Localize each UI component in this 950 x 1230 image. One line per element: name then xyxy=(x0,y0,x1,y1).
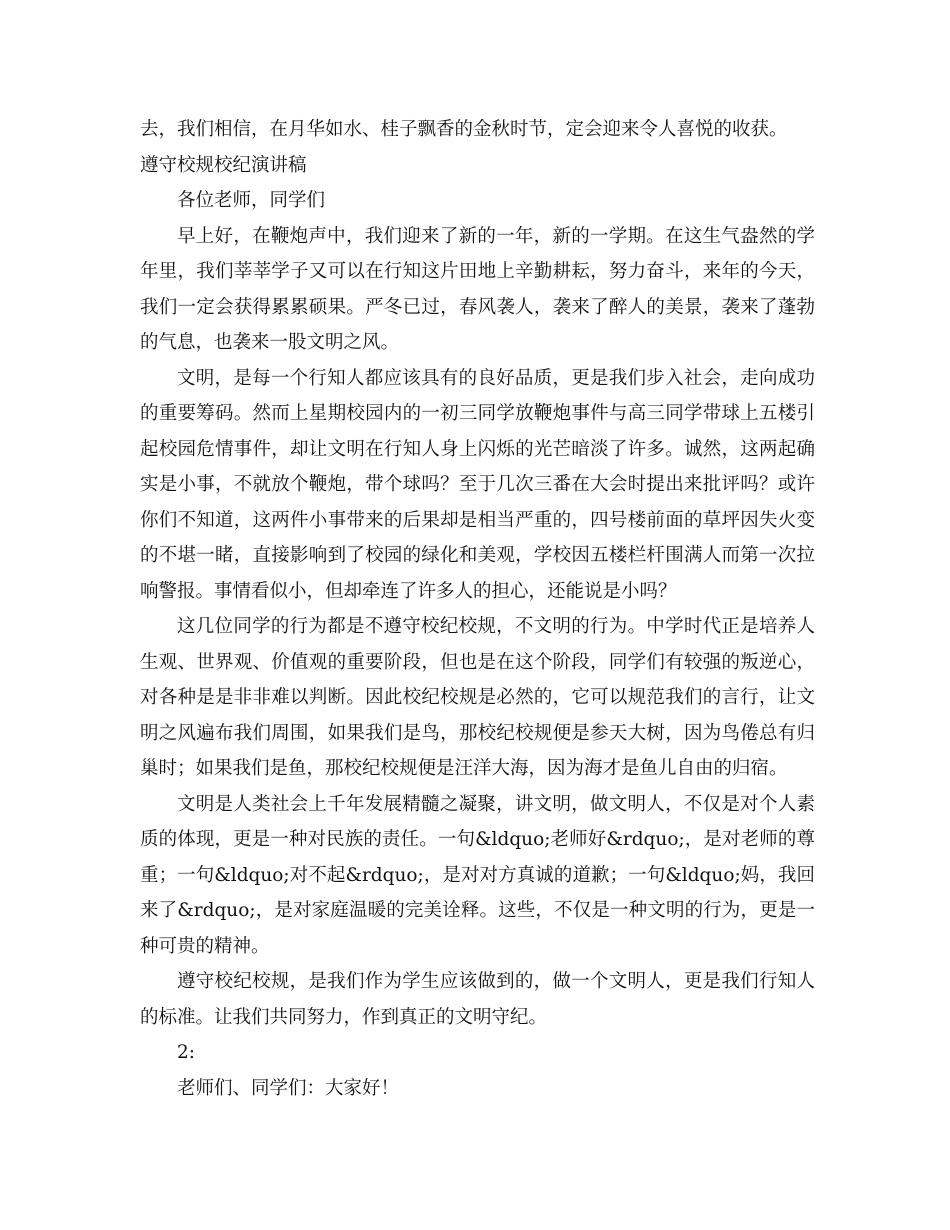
speech-title: 遵守校规校纪演讲稿 xyxy=(140,154,307,176)
section-number: 2: xyxy=(177,1042,196,1063)
salutation: 老师们、同学们：大家好！ xyxy=(177,1077,400,1099)
salutation: 各位老师，同学们 xyxy=(177,190,326,211)
paragraph: 这几位同学的行为都是不遵守校纪校规，不文明的行为。中学时代正是培养人生观、世界观、价值观的重要阶段，但也是在这个阶段，同学们有较强的叛逆心，对各种是是非非难以判断。因此校纪校规是必然的，它可以规范我们的言行，让文明之风遍布我们周围，如果我们是鸟，那校纪校规便是参天大树，因为鸟倦总有归巢时；如果我们是鱼，那校纪校规便是汪洋大海，因为海才是鱼儿自由的归宿。 xyxy=(140,616,815,779)
paragraph-continuation: 去，我们相信，在月华如水、桂子飘香的金秋时节，定会迎来令人喜悦的收获。 xyxy=(140,119,788,140)
paragraph: 文明是人类社会上千年发展精髓之凝聚，讲文明，做文明人，不仅是对个人素质的体现，更是一种对民族的责任。一句&ldquo;老师好&rdquo;，是对老师的尊重；一句&ldquo;对不起&rdquo;，是对对方真诚的道歉；一句&ldquo;妈，我回来了&rdquo;，是对家庭温暖的完美诠释。这些，不仅是一种文明的行为，更是一种可贵的精神。 xyxy=(140,793,815,957)
document-body xyxy=(140,112,815,1106)
paragraph: 文明，是每一个行知人都应该具有的良好品质，更是我们步入社会，走向成功的重要筹码。然而上星期校园内的一初三同学放鞭炮事件与高三同学带球上五楼引起校园危情事件，却让文明在行知人身上闪烁的光芒暗淡了许多。诚然，这两起确实是小事，不就放个鞭炮，带个球吗？至于几次三番在大会时提出来批评吗？或许你们不知道，这两件小事带来的后果却是相当严重的，四号楼前面的草坪因失火变的不堪一睹，直接影响到了校园的绿化和美观，学校因五楼栏杆围满人而第一次拉响警报。事情看似小，但却牵连了许多人的担心，还能说是小吗？ xyxy=(140,367,815,602)
paragraph: 遵守校纪校规，是我们作为学生应该做到的，做一个文明人，更是我们行知人的标准。让我们共同努力，作到真正的文明守纪。 xyxy=(140,971,815,1028)
paragraph: 早上好，在鞭炮声中，我们迎来了新的一年，新的一学期。在这生气盎然的学年里，我们莘莘学子又可以在行知这片田地上辛勤耕耘，努力奋斗，来年的今天，我们一定会获得累累硕果。严冬已过，春风袭人，袭来了醉人的美景，袭来了蓬勃的气息，也袭来一股文明之风。 xyxy=(140,225,815,353)
